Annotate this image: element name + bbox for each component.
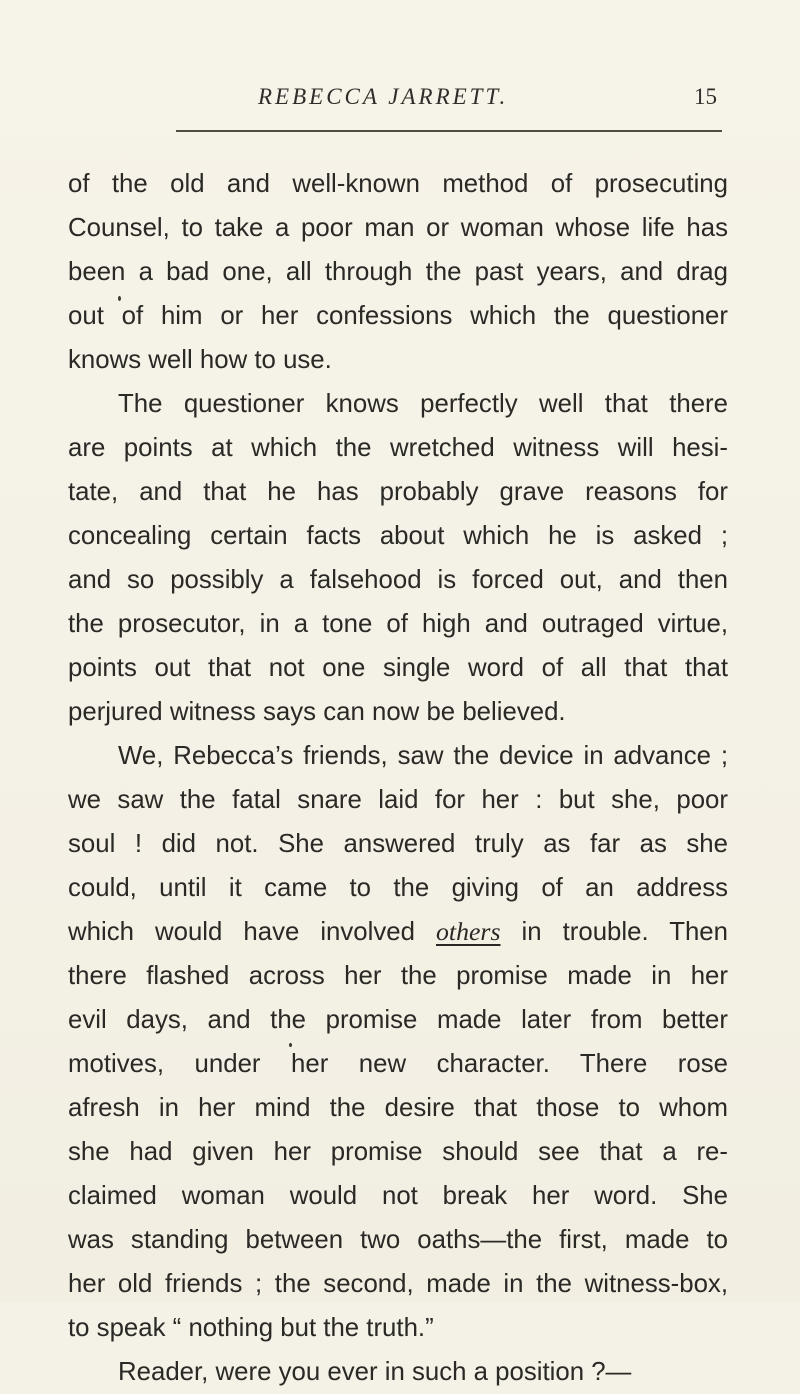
- text-line: was standing between two oaths—the first, made to: [68, 1226, 728, 1254]
- italic-word: others: [436, 917, 501, 946]
- text-run: which would have involved: [68, 918, 436, 946]
- body-text: [68, 162, 728, 1394]
- ink-speck: [118, 296, 121, 301]
- text-line: of the old and well-known method of prosecuting: [68, 170, 728, 198]
- text-line: could, until it came to the giving of an address: [68, 874, 728, 902]
- text-line: The questioner knows perfectly well that there: [118, 390, 728, 418]
- text-run: in trouble. Then: [500, 918, 728, 946]
- paragraph-1: [68, 162, 728, 382]
- running-title: REBECCA JARRETT.: [258, 84, 509, 109]
- text-line: afresh in her mind the desire that those to whom: [68, 1094, 728, 1122]
- paragraph-4: [68, 1350, 728, 1394]
- text-line: been a bad one, all through the past years, and drag: [68, 258, 728, 286]
- text-line: Counsel, to take a poor man or woman whose life has: [68, 214, 728, 242]
- text-line: we saw the fatal snare laid for her : but she, poor: [68, 786, 728, 814]
- text-line: there flashed across her the promise made in her: [68, 962, 728, 990]
- text-line-with-italic: [68, 910, 728, 954]
- page-number: 15: [694, 84, 717, 109]
- text-line: are points at which the wretched witness will hesi-: [68, 434, 728, 462]
- text-line: the prosecutor, in a tone of high and outraged virtue,: [68, 610, 728, 638]
- text-line: to speak “ nothing but the truth.”: [68, 1314, 434, 1342]
- text-line: soul ! did not. She answered truly as far as she: [68, 830, 728, 858]
- paragraph-2: [68, 382, 728, 734]
- header-rule: [176, 130, 722, 132]
- text-line: concealing certain facts about which he is asked ;: [68, 522, 728, 550]
- text-line: claimed woman would not break her word. She: [68, 1182, 728, 1210]
- text-line: she had given her promise should see that a re-: [68, 1138, 728, 1166]
- text-line: and so possibly a falsehood is forced out, and then: [68, 566, 728, 594]
- running-head: [0, 84, 800, 120]
- text-line: We, Rebecca’s friends, saw the device in advance ;: [118, 742, 728, 770]
- text-line: knows well how to use.: [68, 346, 332, 374]
- text-line: points out that not one single word of all that that: [68, 654, 728, 682]
- text-line: motives, under her new character. There rose: [68, 1050, 728, 1078]
- paragraph-3: [68, 734, 728, 1350]
- text-line: tate, and that he has probably grave reasons for: [68, 478, 728, 506]
- text-line: her old friends ; the second, made in the witness-box,: [68, 1270, 728, 1298]
- text-line: evil days, and the promise made later from better: [68, 1006, 728, 1034]
- text-line: out of him or her confessions which the questioner: [68, 302, 728, 330]
- ink-speck: [289, 1043, 292, 1047]
- text-line: Reader, were you ever in such a position ?—: [118, 1358, 632, 1386]
- text-line: perjured witness says can now be believed.: [68, 698, 566, 726]
